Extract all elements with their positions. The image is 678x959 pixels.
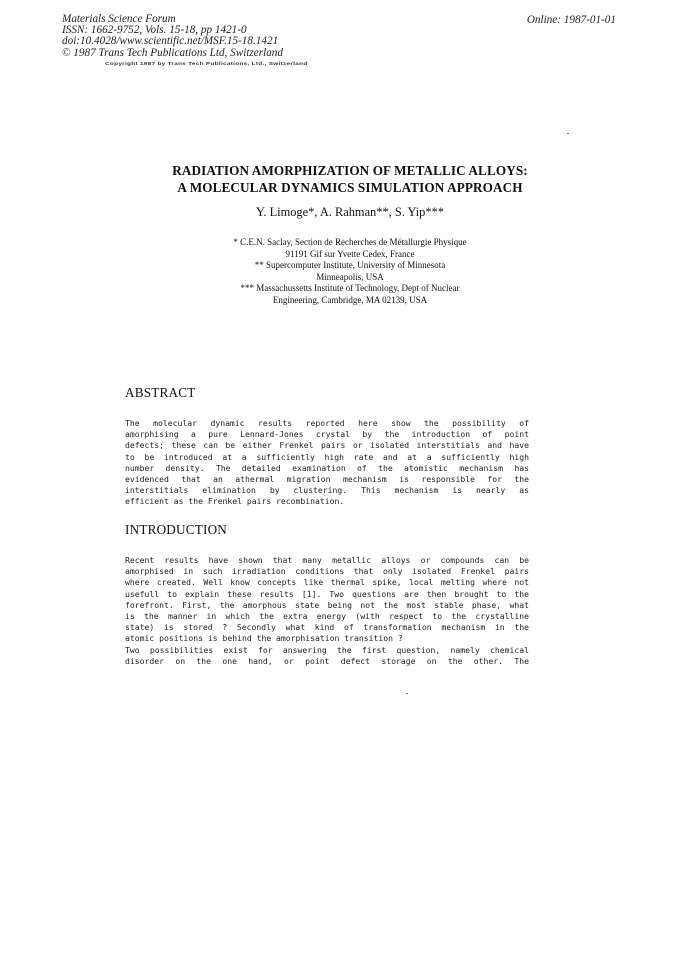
affiliation-line: Engineering, Cambridge, MA 02139, USA	[272, 294, 428, 305]
title-line: RADIATION AMORPHIZATION OF METALLIC ALLOYS:	[172, 163, 528, 178]
doi-line: doi:10.4028/www.scientific.net/MSF.15-18.1421	[62, 35, 279, 48]
intro-line: forefront. First, the amorphous state being not the most stable phase, what	[125, 599, 529, 610]
abstract-heading: ABSTRACT	[125, 385, 196, 400]
abstract-line: number density. The detailed examination of the atomistic mechanism has	[125, 462, 529, 473]
copyright-stamp: Copyright 1987 by Trans Tech Publications, Ltd., Switzerland	[105, 61, 308, 67]
abstract-body	[125, 418, 529, 508]
introduction-body	[125, 555, 529, 667]
intro-line: disorder on the one hand, or point defect storage on the other. The	[125, 655, 529, 666]
paper-title	[120, 163, 580, 196]
introduction-heading: INTRODUCTION	[125, 522, 228, 537]
affiliation-line: * C.E.N. Saclay, Section de Recherches de Métallurgie Physique	[233, 237, 467, 247]
abstract-line: defects; these can be either Frenkel pairs or isolated interstitials and have	[125, 440, 529, 451]
scan-speck	[406, 693, 408, 694]
intro-line: state) is stored ? Secondly what kind of transformation mechanism in the	[125, 622, 529, 633]
scan-speck	[567, 133, 569, 134]
affiliation-line: 91191 Gif sur Yvette Cedex, France	[285, 248, 415, 259]
abstract-line: efficient as the Frenkel pairs recombination.	[125, 496, 345, 507]
title-line: A MOLECULAR DYNAMICS SIMULATION APPROACH	[177, 179, 523, 195]
abstract-line: evidenced that an athermal migration mechanism is responsible for the	[125, 474, 529, 485]
abstract-line: interstitials elimination by clustering. This mechanism is nearly as	[125, 485, 529, 496]
affiliation-line: Minneapolis, USA	[316, 271, 384, 282]
journal-name: Materials Science Forum	[62, 13, 176, 25]
publication-header	[62, 14, 283, 59]
intro-line: Two possibilities exist for answering the first question, namely chemical	[125, 644, 529, 655]
online-date: Online: 1987-01-01	[526, 14, 616, 26]
affiliation-line: *** Massachussetts Institute of Technology, Dept of Nuclear	[240, 283, 460, 294]
intro-line: Recent results have shown that many metallic alloys or compounds can be	[125, 555, 529, 565]
intro-line: atomic positions is behind the amorphisation transition ?	[125, 633, 403, 644]
issn-line: ISSN: 1662-9752, Vols. 15-18, pp 1421-0	[62, 24, 247, 37]
abstract-line: amorphising a pure Lennard-Jones crystal by the introduction of point	[125, 429, 529, 440]
intro-line: is the manner in which the extra energy (with respect to the crystalline	[125, 611, 529, 622]
abstract-line: The molecular dynamic results reported here show the possibility of	[125, 418, 529, 428]
affiliations	[180, 237, 520, 307]
author-list: Y. Limoge*, A. Rahman**, S. Yip***	[256, 205, 444, 219]
affiliation-line: ** Supercomputer Institute, University of Minnesota	[254, 260, 446, 271]
intro-line: usefull to explain these results [1]. Two questions are then brought to the	[125, 588, 529, 599]
intro-line: amorphised in such irradiation conditions that only isolated Frenkel pairs	[125, 566, 529, 577]
intro-line: where created. Well know concepts like thermal spike, local melting where not	[125, 577, 529, 588]
copyright-line: © 1987 Trans Tech Publications Ltd, Switzerland	[62, 46, 283, 59]
abstract-line: to be introduced at a sufficiently high rate and at a sufficiently high	[125, 451, 529, 462]
